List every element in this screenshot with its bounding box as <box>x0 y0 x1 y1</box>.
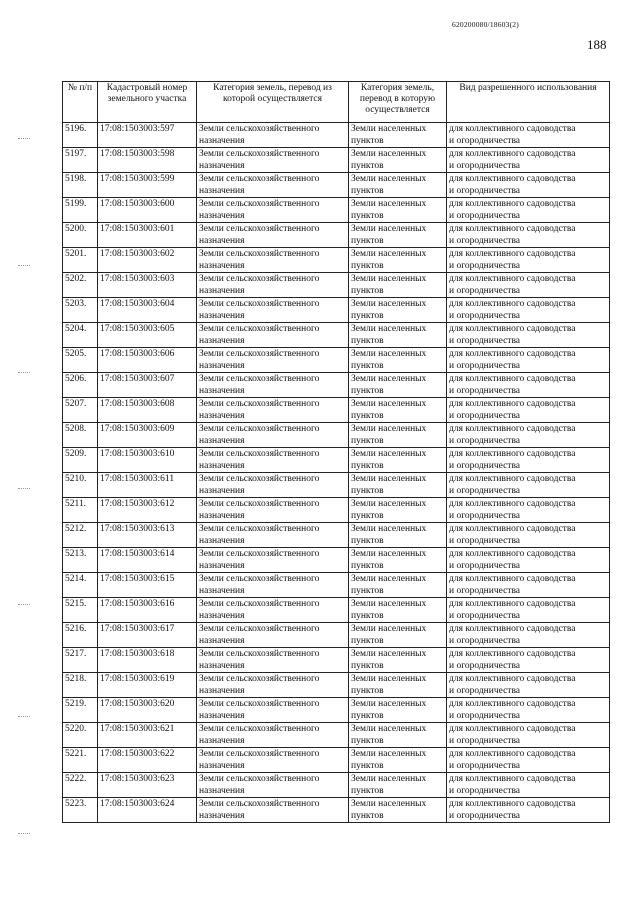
cell-cadastral-number: 17:08:1503003:608 <box>98 398 197 423</box>
cell-category-to: Земли населенных пунктов <box>349 773 447 798</box>
cell-category-to: Земли населенных пунктов <box>349 798 447 823</box>
column-header-category-to: Категория земель, перевод в которую осуществляется <box>349 82 447 123</box>
cell-number: 5212. <box>63 523 98 548</box>
cell-cadastral-number: 17:08:1503003:613 <box>98 523 197 548</box>
cell-category-to: Земли населенных пунктов <box>349 298 447 323</box>
cell-number: 5215. <box>63 598 98 623</box>
table-row <box>63 798 610 823</box>
document-id: 620200080/18603(2) <box>452 20 519 29</box>
cell-permitted-use: для коллективного садоводства и огородничества <box>447 723 610 748</box>
cell-category-to: Земли населенных пунктов <box>349 123 447 148</box>
column-header-number: № п/п <box>63 82 98 123</box>
cell-number: 5211. <box>63 498 98 523</box>
cell-permitted-use: для коллективного садоводства и огородничества <box>447 348 610 373</box>
cell-cadastral-number: 17:08:1503003:624 <box>98 798 197 823</box>
table-row <box>63 123 610 148</box>
cell-cadastral-number: 17:08:1503003:600 <box>98 198 197 223</box>
cell-permitted-use: для коллективного садоводства и огородничества <box>447 773 610 798</box>
table-row <box>63 748 610 773</box>
cell-permitted-use: для коллективного садоводства и огородничества <box>447 273 610 298</box>
table-row <box>63 723 610 748</box>
cell-cadastral-number: 17:08:1503003:612 <box>98 498 197 523</box>
cell-category-to: Земли населенных пунктов <box>349 573 447 598</box>
cell-permitted-use: для коллективного садоводства и огородничества <box>447 173 610 198</box>
cell-category-from: Земли сельскохозяйственного назначения <box>197 548 349 573</box>
cell-number: 5220. <box>63 723 98 748</box>
table-row <box>63 448 610 473</box>
cell-cadastral-number: 17:08:1503003:605 <box>98 323 197 348</box>
cell-cadastral-number: 17:08:1503003:599 <box>98 173 197 198</box>
table-row <box>63 673 610 698</box>
table-header-row <box>63 82 610 123</box>
cell-permitted-use: для коллективного садоводства и огородничества <box>447 598 610 623</box>
cell-permitted-use: для коллективного садоводства и огородничества <box>447 323 610 348</box>
cell-category-to: Земли населенных пунктов <box>349 248 447 273</box>
cell-category-to: Земли населенных пунктов <box>349 323 447 348</box>
cell-number: 5209. <box>63 448 98 473</box>
cell-number: 5199. <box>63 198 98 223</box>
cell-cadastral-number: 17:08:1503003:607 <box>98 373 197 398</box>
cell-category-from: Земли сельскохозяйственного назначения <box>197 123 349 148</box>
cell-category-from: Земли сельскохозяйственного назначения <box>197 423 349 448</box>
cell-cadastral-number: 17:08:1503003:609 <box>98 423 197 448</box>
cell-cadastral-number: 17:08:1503003:606 <box>98 348 197 373</box>
cell-category-to: Земли населенных пунктов <box>349 373 447 398</box>
cell-cadastral-number: 17:08:1503003:603 <box>98 273 197 298</box>
cell-category-to: Земли населенных пунктов <box>349 648 447 673</box>
cell-number: 5216. <box>63 623 98 648</box>
column-header-permitted-use: Вид разрешенного использования <box>447 82 610 123</box>
cell-permitted-use: для коллективного садоводства и огородничества <box>447 548 610 573</box>
cell-number: 5201. <box>63 248 98 273</box>
cell-category-to: Земли населенных пунктов <box>349 273 447 298</box>
cell-category-to: Земли населенных пунктов <box>349 748 447 773</box>
cell-number: 5206. <box>63 373 98 398</box>
margin-mark <box>18 372 30 374</box>
cell-category-from: Земли сельскохозяйственного назначения <box>197 773 349 798</box>
cell-category-from: Земли сельскохозяйственного назначения <box>197 273 349 298</box>
cell-number: 5208. <box>63 423 98 448</box>
cell-permitted-use: для коллективного садоводства и огородничества <box>447 223 610 248</box>
table-row <box>63 198 610 223</box>
cell-cadastral-number: 17:08:1503003:614 <box>98 548 197 573</box>
cell-category-from: Земли сельскохозяйственного назначения <box>197 623 349 648</box>
cell-cadastral-number: 17:08:1503003:604 <box>98 298 197 323</box>
cell-permitted-use: для коллективного садоводства и огородничества <box>447 198 610 223</box>
table-row <box>63 398 610 423</box>
cell-number: 5198. <box>63 173 98 198</box>
cell-category-from: Земли сельскохозяйственного назначения <box>197 648 349 673</box>
cell-number: 5202. <box>63 273 98 298</box>
cell-permitted-use: для коллективного садоводства и огородничества <box>447 623 610 648</box>
cell-permitted-use: для коллективного садоводства и огородничества <box>447 473 610 498</box>
cell-category-to: Земли населенных пунктов <box>349 498 447 523</box>
cell-category-from: Земли сельскохозяйственного назначения <box>197 698 349 723</box>
table-row <box>63 473 610 498</box>
cell-permitted-use: для коллективного садоводства и огородничества <box>447 498 610 523</box>
margin-mark <box>18 265 30 267</box>
cell-cadastral-number: 17:08:1503003:623 <box>98 773 197 798</box>
cell-category-to: Земли населенных пунктов <box>349 548 447 573</box>
cell-category-to: Земли населенных пунктов <box>349 523 447 548</box>
land-registry-table <box>62 81 610 823</box>
table-row <box>63 498 610 523</box>
cell-number: 5214. <box>63 573 98 598</box>
cell-number: 5223. <box>63 798 98 823</box>
margin-mark <box>18 138 30 140</box>
table-row <box>63 773 610 798</box>
cell-category-to: Земли населенных пунктов <box>349 423 447 448</box>
cell-category-to: Земли населенных пунктов <box>349 148 447 173</box>
cell-category-to: Земли населенных пунктов <box>349 398 447 423</box>
cell-number: 5217. <box>63 648 98 673</box>
cell-permitted-use: для коллективного садоводства и огородничества <box>447 573 610 598</box>
cell-category-from: Земли сельскохозяйственного назначения <box>197 173 349 198</box>
cell-number: 5218. <box>63 673 98 698</box>
cell-cadastral-number: 17:08:1503003:622 <box>98 748 197 773</box>
cell-category-from: Земли сельскохозяйственного назначения <box>197 398 349 423</box>
cell-category-to: Земли населенных пунктов <box>349 473 447 498</box>
cell-category-to: Земли населенных пунктов <box>349 348 447 373</box>
cell-category-from: Земли сельскохозяйственного назначения <box>197 723 349 748</box>
table-row <box>63 648 610 673</box>
cell-category-to: Земли населенных пунктов <box>349 223 447 248</box>
table-row <box>63 423 610 448</box>
cell-cadastral-number: 17:08:1503003:620 <box>98 698 197 723</box>
cell-category-from: Земли сельскохозяйственного назначения <box>197 223 349 248</box>
cell-number: 5203. <box>63 298 98 323</box>
margin-mark <box>18 833 30 835</box>
cell-permitted-use: для коллективного садоводства и огородничества <box>447 423 610 448</box>
cell-category-from: Земли сельскохозяйственного назначения <box>197 348 349 373</box>
cell-category-from: Земли сельскохозяйственного назначения <box>197 673 349 698</box>
cell-category-from: Земли сельскохозяйственного назначения <box>197 323 349 348</box>
cell-category-from: Земли сельскохозяйственного назначения <box>197 748 349 773</box>
table-row <box>63 248 610 273</box>
cell-cadastral-number: 17:08:1503003:616 <box>98 598 197 623</box>
table-row <box>63 523 610 548</box>
cell-category-from: Земли сельскохозяйственного назначения <box>197 298 349 323</box>
table-row <box>63 323 610 348</box>
cell-cadastral-number: 17:08:1503003:610 <box>98 448 197 473</box>
cell-category-to: Земли населенных пунктов <box>349 448 447 473</box>
cell-category-to: Земли населенных пунктов <box>349 698 447 723</box>
cell-permitted-use: для коллективного садоводства и огородничества <box>447 373 610 398</box>
cell-category-to: Земли населенных пунктов <box>349 673 447 698</box>
cell-permitted-use: для коллективного садоводства и огородничества <box>447 398 610 423</box>
table-row <box>63 548 610 573</box>
cell-category-from: Земли сельскохозяйственного назначения <box>197 373 349 398</box>
cell-number: 5200. <box>63 223 98 248</box>
cell-category-to: Земли населенных пунктов <box>349 173 447 198</box>
table-row <box>63 273 610 298</box>
cell-number: 5204. <box>63 323 98 348</box>
table-body <box>63 123 610 823</box>
cell-category-to: Земли населенных пунктов <box>349 723 447 748</box>
cell-cadastral-number: 17:08:1503003:615 <box>98 573 197 598</box>
cell-permitted-use: для коллективного садоводства и огородничества <box>447 248 610 273</box>
cell-permitted-use: для коллективного садоводства и огородничества <box>447 448 610 473</box>
cell-category-to: Земли населенных пунктов <box>349 198 447 223</box>
cell-cadastral-number: 17:08:1503003:598 <box>98 148 197 173</box>
cell-number: 5197. <box>63 148 98 173</box>
table-row <box>63 573 610 598</box>
cell-cadastral-number: 17:08:1503003:619 <box>98 673 197 698</box>
cell-cadastral-number: 17:08:1503003:601 <box>98 223 197 248</box>
cell-permitted-use: для коллективного садоводства и огородничества <box>447 748 610 773</box>
cell-number: 5222. <box>63 773 98 798</box>
cell-number: 5205. <box>63 348 98 373</box>
cell-permitted-use: для коллективного садоводства и огородничества <box>447 298 610 323</box>
table-row <box>63 298 610 323</box>
column-header-category-from: Категория земель, перевод из которой осуществляется <box>197 82 349 123</box>
cell-permitted-use: для коллективного садоводства и огородничества <box>447 698 610 723</box>
cell-category-from: Земли сельскохозяйственного назначения <box>197 498 349 523</box>
cell-category-from: Земли сельскохозяйственного назначения <box>197 598 349 623</box>
cell-permitted-use: для коллективного садоводства и огородничества <box>447 123 610 148</box>
cell-number: 5196. <box>63 123 98 148</box>
cell-number: 5210. <box>63 473 98 498</box>
cell-permitted-use: для коллективного садоводства и огородничества <box>447 148 610 173</box>
margin-mark <box>18 604 30 606</box>
table-row <box>63 623 610 648</box>
cell-cadastral-number: 17:08:1503003:597 <box>98 123 197 148</box>
margin-mark <box>18 716 30 718</box>
table-row <box>63 598 610 623</box>
cell-category-from: Земли сельскохозяйственного назначения <box>197 798 349 823</box>
cell-category-to: Земли населенных пунктов <box>349 623 447 648</box>
cell-cadastral-number: 17:08:1503003:611 <box>98 473 197 498</box>
cell-category-from: Земли сельскохозяйственного назначения <box>197 573 349 598</box>
cell-category-from: Земли сельскохозяйственного назначения <box>197 523 349 548</box>
cell-number: 5213. <box>63 548 98 573</box>
table-row <box>63 223 610 248</box>
cell-category-to: Земли населенных пунктов <box>349 598 447 623</box>
cell-permitted-use: для коллективного садоводства и огородничества <box>447 648 610 673</box>
cell-category-from: Земли сельскохозяйственного назначения <box>197 448 349 473</box>
cell-permitted-use: для коллективного садоводства и огородничества <box>447 523 610 548</box>
page-number: 188 <box>587 37 607 52</box>
table-row <box>63 148 610 173</box>
cell-number: 5207. <box>63 398 98 423</box>
cell-category-from: Земли сельскохозяйственного назначения <box>197 473 349 498</box>
cell-cadastral-number: 17:08:1503003:617 <box>98 623 197 648</box>
table-row <box>63 373 610 398</box>
table-row <box>63 698 610 723</box>
cell-cadastral-number: 17:08:1503003:602 <box>98 248 197 273</box>
cell-permitted-use: для коллективного садоводства и огородничества <box>447 673 610 698</box>
cell-number: 5221. <box>63 748 98 773</box>
cell-permitted-use: для коллективного садоводства и огородничества <box>447 798 610 823</box>
cell-category-from: Земли сельскохозяйственного назначения <box>197 148 349 173</box>
cell-cadastral-number: 17:08:1503003:621 <box>98 723 197 748</box>
table-row <box>63 173 610 198</box>
cell-category-from: Земли сельскохозяйственного назначения <box>197 198 349 223</box>
margin-mark <box>18 488 30 490</box>
table-row <box>63 348 610 373</box>
column-header-cadastral: Кадастровый номер земельного участка <box>98 82 197 123</box>
cell-number: 5219. <box>63 698 98 723</box>
cell-category-from: Земли сельскохозяйственного назначения <box>197 248 349 273</box>
cell-cadastral-number: 17:08:1503003:618 <box>98 648 197 673</box>
